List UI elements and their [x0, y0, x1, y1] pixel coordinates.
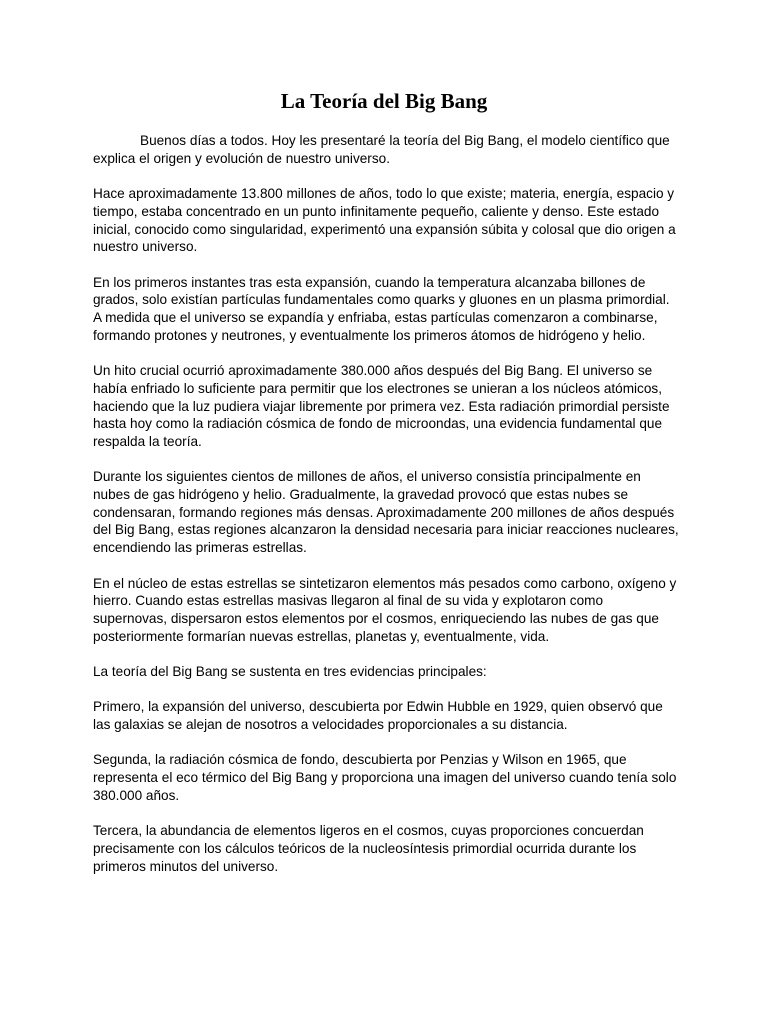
paragraph-evidence-cmb: Segunda, la radiación cósmica de fondo, descubierta por Penzias y Wilson en 1965, que representa el eco térmico del Big Bang y proporciona una imagen del universo cuando tenía solo 380.000 años. — [93, 752, 677, 803]
paragraph-nucleosynthesis: En el núcleo de estas estrellas se sintetizaron elementos más pesados como carbono, oxígeno y hierro. Cuando estas estrellas masivas llegaron al final de su vida y explotaron como supernovas, dispersaron estos elementos por el cosmos, enriqueciendo las nubes de gas que posteriormente formarían nuevas estrellas, planetas y, eventualmente, vida. — [93, 575, 677, 644]
document-title: La Teoría del Big Bang — [280, 89, 488, 113]
document-body — [93, 132, 679, 893]
paragraph-evidence-intro: La teoría del Big Bang se sustenta en tres evidencias principales: — [93, 664, 487, 679]
paragraph-evidence-light-elements: Tercera, la abundancia de elementos ligeros en el cosmos, cuyas proporciones concuerdan precisamente con los cálculos teóricos de la nucleosíntesis primordial ocurrida durante los primeros minutos del universo. — [93, 823, 644, 874]
paragraph-first-instants: En los primeros instantes tras esta expansión, cuando la temperatura alcanzaba billones de grados, solo existían partículas fundamentales como quarks y gluones en un plasma primordial. A medida que el universo se expandía y enfriaba, estas partículas comenzaron a combinarse, formando protones y neutrones, y eventualmente los primeros átomos de hidrógeno y helio. — [93, 274, 670, 343]
paragraph-first-stars: Durante los siguientes cientos de millones de años, el universo consistía principalmente en nubes de gas hidrógeno y helio. Gradualmente, la gravedad provocó que estas nubes se condensaran, formando regiones más densas. Aproximadamente 200 millones de años después del Big Bang, estas regiones alcanzaron la densidad necesaria para iniciar reacciones nucleares, encendiendo las primeras estrellas. — [93, 469, 679, 556]
paragraph-singularity: Hace aproximadamente 13.800 millones de años, todo lo que existe; materia, energía, espacio y tiempo, estaba concentrado en un punto infinitamente pequeño, caliente y denso. Este estado inicial, conocido como singularidad, experimentó una expansión súbita y colosal que dio origen a nuestro universo. — [93, 186, 676, 255]
paragraph-intro: Buenos días a todos. Hoy les presentaré la teoría del Big Bang, el modelo científico que explica el origen y evolución de nuestro universo. — [93, 133, 670, 166]
paragraph-evidence-expansion: Primero, la expansión del universo, descubierta por Edwin Hubble en 1929, quien observó que las galaxias se alejan de nosotros a velocidades proporcionales a su distancia. — [93, 699, 663, 733]
paragraph-recombination: Un hito crucial ocurrió aproximadamente 380.000 años después del Big Bang. El universo se había enfriado lo suficiente para permitir que los electrones se unieran a los núcleos atómicos, haciendo que la luz pudiera viajar libremente por primera vez. Esta radiación primordial persiste hasta hoy como la radiación cósmica de fondo de microondas, una evidencia fundamental que respalda la teoría. — [93, 363, 670, 449]
